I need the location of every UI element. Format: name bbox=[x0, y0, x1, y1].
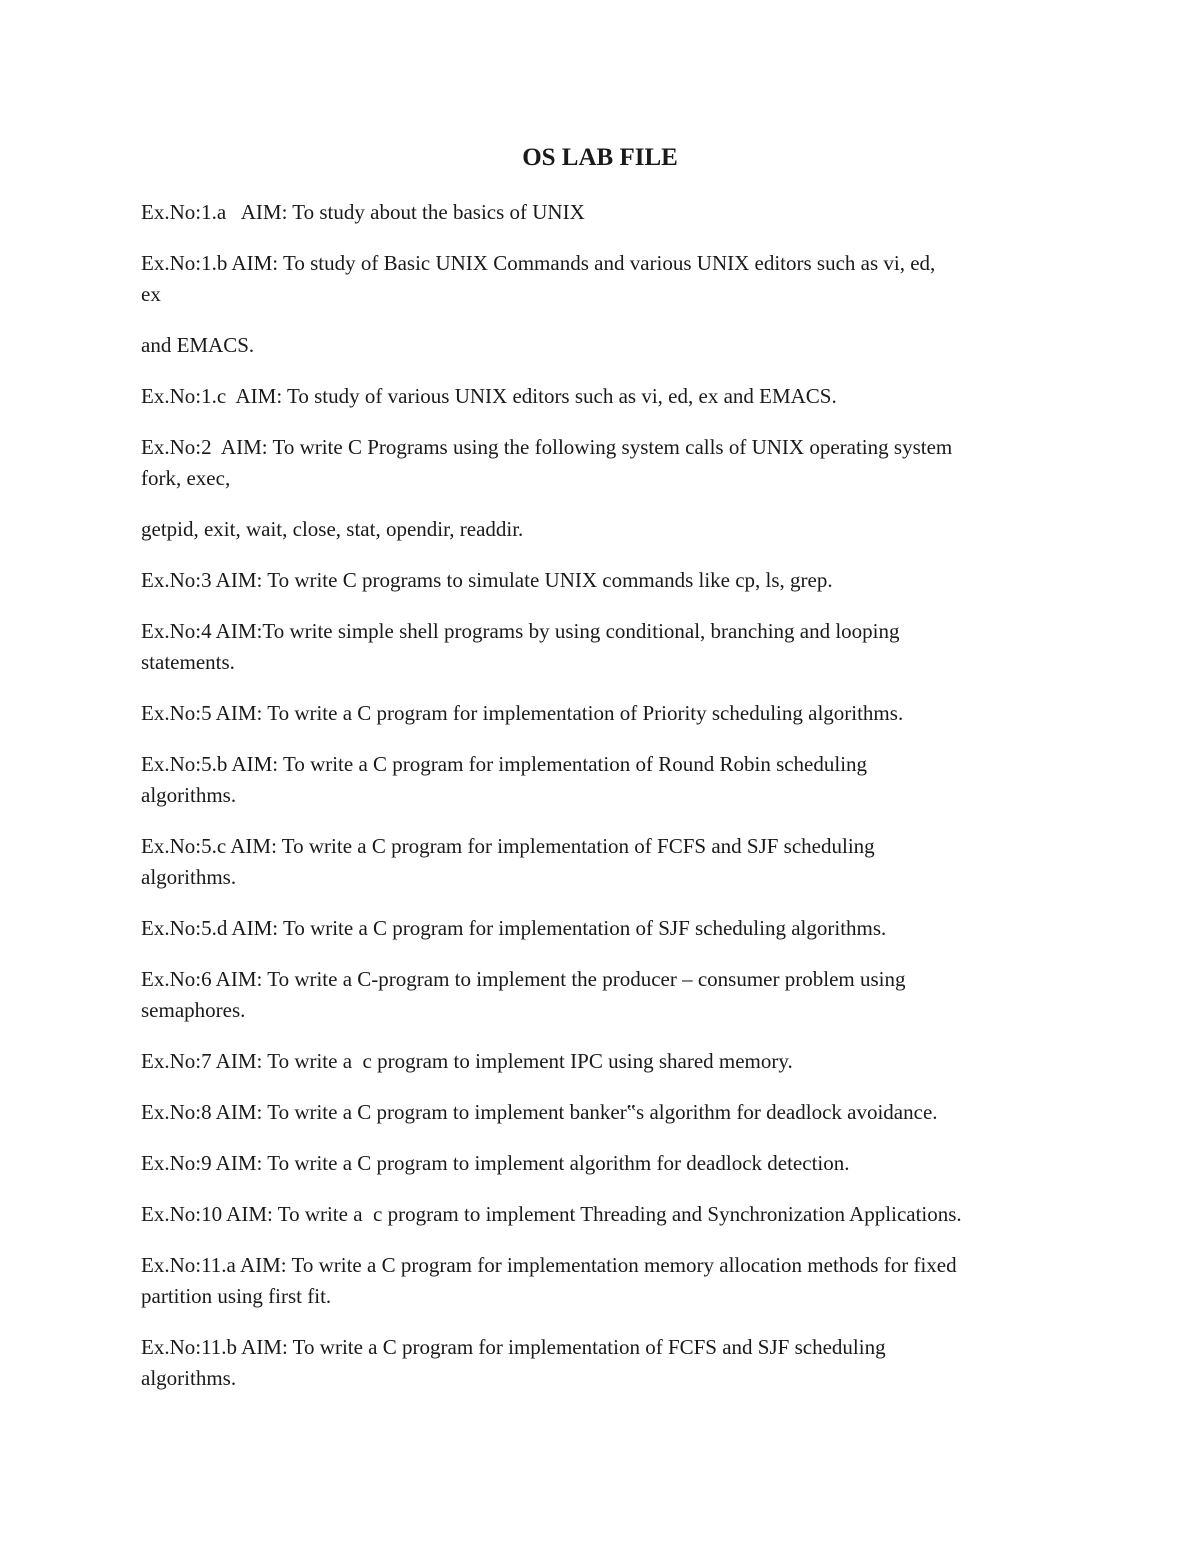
experiment-entry: Ex.No:1.a AIM: To study about the basics of UNIX bbox=[141, 200, 585, 224]
experiment-entry: Ex.No:5.d AIM: To write a C program for implementation of SJF scheduling algorithms. bbox=[141, 916, 887, 940]
experiment-list bbox=[141, 197, 1071, 1414]
experiment-entry: Ex.No:5.c AIM: To write a C program for implementation of FCFS and SJF scheduling algorithms. bbox=[141, 834, 875, 889]
experiment-entry: and EMACS. bbox=[141, 333, 255, 357]
experiment-entry: Ex.No:2 AIM: To write C Programs using the following system calls of UNIX operating system fork, exec, bbox=[141, 435, 953, 490]
experiment-entry: Ex.No:1.b AIM: To study of Basic UNIX Commands and various UNIX editors such as vi, ed, ex bbox=[141, 251, 936, 306]
experiment-entry: Ex.No:5.b AIM: To write a C program for implementation of Round Robin scheduling algorithms. bbox=[141, 752, 868, 807]
experiment-entry: Ex.No:1.c AIM: To study of various UNIX editors such as vi, ed, ex and EMACS. bbox=[141, 384, 837, 408]
experiment-entry: Ex.No:3 AIM: To write C programs to simulate UNIX commands like cp, ls, grep. bbox=[141, 568, 833, 592]
experiment-entry: Ex.No:10 AIM: To write a c program to implement Threading and Synchronization Applications. bbox=[141, 1202, 962, 1226]
experiment-entry: Ex.No:11.a AIM: To write a C program for implementation memory allocation methods for fixed partition using first fit. bbox=[141, 1253, 957, 1308]
experiment-entry: Ex.No:11.b AIM: To write a C program for implementation of FCFS and SJF scheduling algorithms. bbox=[141, 1335, 886, 1390]
experiment-entry: Ex.No:9 AIM: To write a C program to implement algorithm for deadlock detection. bbox=[141, 1151, 850, 1175]
experiment-entry: getpid, exit, wait, close, stat, opendir, readdir. bbox=[141, 517, 524, 541]
experiment-entry: Ex.No:4 AIM:To write simple shell programs by using conditional, branching and looping statements. bbox=[141, 619, 900, 674]
experiment-entry: Ex.No:6 AIM: To write a C-program to implement the producer – consumer problem using semaphores. bbox=[141, 967, 906, 1022]
experiment-entry: Ex.No:5 AIM: To write a C program for implementation of Priority scheduling algorithms. bbox=[141, 701, 904, 725]
experiment-entry: Ex.No:8 AIM: To write a C program to implement banker‟s algorithm for deadlock avoidance. bbox=[141, 1100, 938, 1124]
page-title: OS LAB FILE bbox=[522, 144, 678, 171]
experiment-entry: Ex.No:7 AIM: To write a c program to implement IPC using shared memory. bbox=[141, 1049, 793, 1073]
